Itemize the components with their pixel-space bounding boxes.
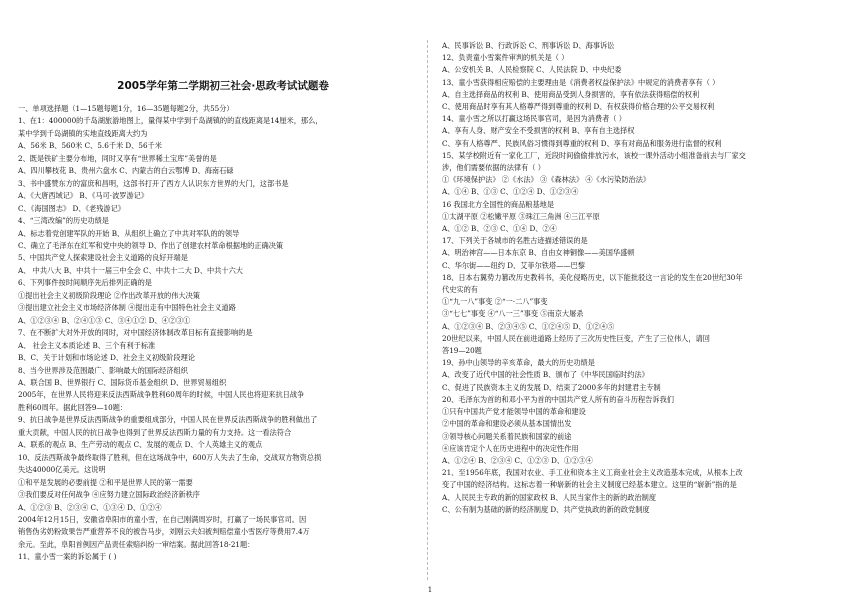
text-line: ①和平是发展的必要前提 ②和平是世界人民的第一需要	[18, 477, 193, 487]
text-line: 答19—20题	[442, 346, 482, 356]
text-line: 6、下列事件按时间顺序先后排列正确的是	[18, 278, 152, 288]
text-line: 失达40000亿美元。这说明	[18, 465, 106, 475]
exam-title: 2005学年第二学期初三社会·思政考试试题卷	[117, 80, 329, 92]
text-line: A、改变了近代中国的社会性质 B、颁布了《中华民国临时约法》	[442, 370, 649, 380]
text-line: A、①④ B、①③ C、①②④ D、①②③④	[442, 187, 579, 197]
text-line: A、民事诉讼 B、行政诉讼 C、刑事诉讼 D、海事诉讼	[442, 41, 615, 50]
text-line: 3、书中盛赞东方的富庶和昌明，这部书打开了西方人认识东方世界的大门，这部书是	[18, 178, 289, 188]
left-column	[18, 0, 428, 564]
text-line: C、享有人格尊严、民族风俗习惯得到尊重的权利 D、享有对商品和服务进行监督的权利	[442, 138, 722, 148]
text-line: 2005年，在世界人民将迎来反法西斯战争胜利60周年的时候，中国人民也将迎来抗日战争	[18, 390, 305, 400]
text-line: A、人民民主专政的新的国家政权 B、人民当家作主的新的政治制度	[442, 492, 657, 502]
text-line: ③领导核心问题关系着民族和国家的前途	[442, 431, 572, 441]
text-line: C、《海国图志》 D、《老残游记》	[18, 203, 125, 213]
text-line: 16 我国北方全国性的商品粮基地是	[442, 199, 555, 209]
text-line: ①提出社会主义初级阶段理论 ②作出改革开放的伟大决策	[18, 290, 200, 300]
text-line: 4、“三湾改编”的历史功绩是	[18, 216, 109, 226]
text-line: A、 社会主义本质论述 B、三个有利于标准	[18, 340, 156, 350]
text-line: A、①②④ B、②③④ C、①②③ D、①②③④	[442, 455, 593, 465]
text-line: C、华尔街——纽约 D、艾菲尔铁塔——巴黎	[442, 260, 585, 270]
text-line: C、促进了民族资本主义的发展 D、结束了2000多年的封建君主专制	[442, 382, 661, 392]
text-line: 20世纪以来，中国人民在前进道路上经历了三次历史性巨变，产生了三位伟人，请回	[442, 333, 710, 343]
text-line: A、享有人身、财产安全不受损害的权利 B、享有自主选择权	[442, 126, 635, 136]
text-line: A、56米 B、560米 C、5.6千米 D、56千米	[18, 141, 162, 151]
text-line: 某中学到千岛湖镇的实地直线距离大约为	[18, 128, 148, 138]
text-line: 21、至1956年底，我国对农业、手工业和资本主义工商业社会主义改造基本完成，从根本上改	[442, 468, 743, 478]
text-line: C、确立了毛泽东在红军和党中央的领导 D、作出了创建农村革命根据地的正确决策	[18, 240, 284, 250]
text-line: A、自主选择商品的权利 B、使用商品受到人身损害的，享有依法获得赔偿的权利	[442, 89, 700, 99]
text-line: 15、某学校附近有一家化工厂，近段时间偷偷排放污水，该校一课外活动小组准备前去与厂家交	[442, 150, 746, 160]
text-line: C、使用商品时享有其人格尊严得到尊重的权利 D、有权获得价格合理的公平交易权利	[442, 102, 715, 112]
text-line: ④应该肯定个人在历史进程中的决定性作用	[442, 443, 579, 453]
text-line: ③提出建立社会主义市场经济体制 ④提出走有中国特色社会主义道路	[18, 303, 236, 313]
text-line: ①只有中国共产党才能领导中国的革命和建设	[442, 407, 586, 417]
text-line: A、标志着党创建军队的开始 B、从组织上确立了中共对军队的的领导	[18, 228, 240, 238]
right-question-text	[442, 40, 852, 516]
text-line: 20、毛泽东为首的和邓小平为首的中国共产党人所有的奋斗历程告诉我们	[442, 394, 674, 404]
column-divider	[427, 40, 428, 580]
text-line: 一、单项选择题（1—15题每题1分，16—35题每题2分，共55分）	[18, 104, 234, 113]
text-line: 12、负责童小雪案件审判的机关是（ ）	[442, 53, 569, 63]
text-line: ①《环境保护法》 ②《水法》 ③《森林法》 ④《水污染防治法》	[442, 175, 651, 185]
text-line: 2004年12月15日，安徽省阜阳市的童小雪，在自己刚满周岁时，打赢了一场民事官司。因	[18, 514, 307, 524]
right-column	[442, 0, 852, 516]
text-line: C、公有制为基础的新的经济制度 D、共产党执政的新的政党制度	[442, 504, 650, 514]
text-line: 17、下列关于各城市的名胜古迹描述错误的是	[442, 236, 588, 246]
text-line: B、C、关于计划和市场论述 D、社会主义初级阶段理论	[18, 353, 195, 363]
text-line: A、联系的观点 B、生产劳动的观点 C、发展的观点 D、个人英雄主义的观点	[18, 440, 263, 450]
text-line: ①“九一八”事变 ②“一·二八”事变	[442, 297, 548, 307]
text-line: A、①②③④ B、②④①③ C、③④①② D、④②③①	[18, 315, 191, 325]
text-line: A、明治神宫——日本东京 B、自由女神铜像——美国华盛顿	[442, 248, 635, 258]
text-line: 5、中国共产党人探索建设社会主义道路的良好开端是	[18, 253, 188, 263]
text-line: A、 中共八大 B、中共十一届三中全会 C、中共十二大 D、中共十六大	[18, 265, 243, 275]
text-line: 代史实的有	[442, 285, 478, 295]
text-line: A、《大唐西域记》 B、《马可·波罗游记》	[18, 191, 149, 201]
text-line: 11、童小雪一案的诉讼属于 ( )	[18, 552, 117, 562]
text-line: A、公安机关 B、人民检察院 C、人民法院 D、中央纪委	[442, 65, 622, 75]
text-line: 余元。至此，阜阳首例因产品责任索赔纠纷一审结案。据此回答18-21题：	[18, 539, 255, 549]
text-line: ②中国的革命和建设必须从基本国情出发	[442, 419, 572, 429]
text-line: A、①②③ B、②③④ C、①③④ D、①②④	[18, 502, 162, 512]
text-line: 2、既是铁矿主要分布地，同时又享有“世界稀土宝库”美誉的是	[18, 153, 217, 163]
text-line: A、①②③④ B、②③④⑤ C、①②④⑤ D、①②④⑤	[442, 321, 615, 331]
text-line: 9、抗日战争是世界反法西斯战争的重要组成部分，中国人民在世界反法西斯战争的胜利做出了	[18, 415, 318, 425]
text-line: 7、在不断扩大对外开放的同时，对中国经济体制改革目标有直接影响的是	[18, 328, 253, 338]
text-line: 13、童小雪获得相应赔偿的主要理由是《消费者权益保护法》中规定的消费者享有（ ）	[442, 77, 720, 87]
text-line: A、联合国 B、世界银行 C、国际货币基金组织 D、世界贸易组织	[18, 377, 227, 387]
text-line: A、①② B、②③ C、①④ D、②④	[442, 224, 557, 234]
text-line: ③我们要反对任何战争 ④应努力建立国际政治经济新秩序	[18, 490, 200, 500]
text-line: 18、日本右翼势力篡改历史教科书，美化侵略历史，以下能批驳这一言论的发生在20世纪30年	[442, 272, 743, 282]
text-line: ③“七七”事变 ④“八一三”事变 ⑤南京大屠杀	[442, 309, 584, 319]
text-line: 涉，他们需要依据的法律有（ ）	[442, 163, 545, 173]
text-line: 10、反法西斯战争最终取得了胜利，但在这场战争中，600万人失去了生命，交战双方物资总损	[18, 452, 322, 462]
page-number: 1	[427, 586, 433, 594]
text-line: 变了中国的经济结构。这标志着一种崭新的社会主义制度已经基本建立。这里的“崭新”指的是	[442, 480, 737, 490]
text-line: ①太湖平原 ②松嫩平原 ③珠江三角洲 ④三江平原	[442, 211, 600, 221]
text-line: 重大贡献，中国人民的抗日战争也得到了世界反法西斯力量的有力支持。这一看法符合	[18, 427, 292, 437]
text-line: 8、当今世界涉及范围最广、影响最大的国际经济组织	[18, 365, 188, 375]
text-line: 胜利60周年。据此回答9—10题：	[18, 402, 128, 412]
text-line: 销售伪劣奶粉致果告严重营养不良的被告马步，刘刚云夫妇被判赔偿童小雪医疗等费用7.4万	[18, 527, 310, 537]
text-line: A、四川攀枝花 B、贵州六盘水 C、内蒙古的白云鄂博 D、海南石碌	[18, 166, 234, 176]
text-line: 14、童小雪之所以打赢这场民事官司，是因为消费者（ ）	[442, 114, 626, 124]
text-line: 1、在1：400000的千岛湖旅游地图上，量得某中学到千岛湖镇的的直线距离是14厘米，那么，	[18, 116, 323, 126]
text-line: 19、孙中山领导的辛亥革命，最大的历史功绩是	[442, 358, 595, 368]
left-question-text	[18, 103, 428, 564]
